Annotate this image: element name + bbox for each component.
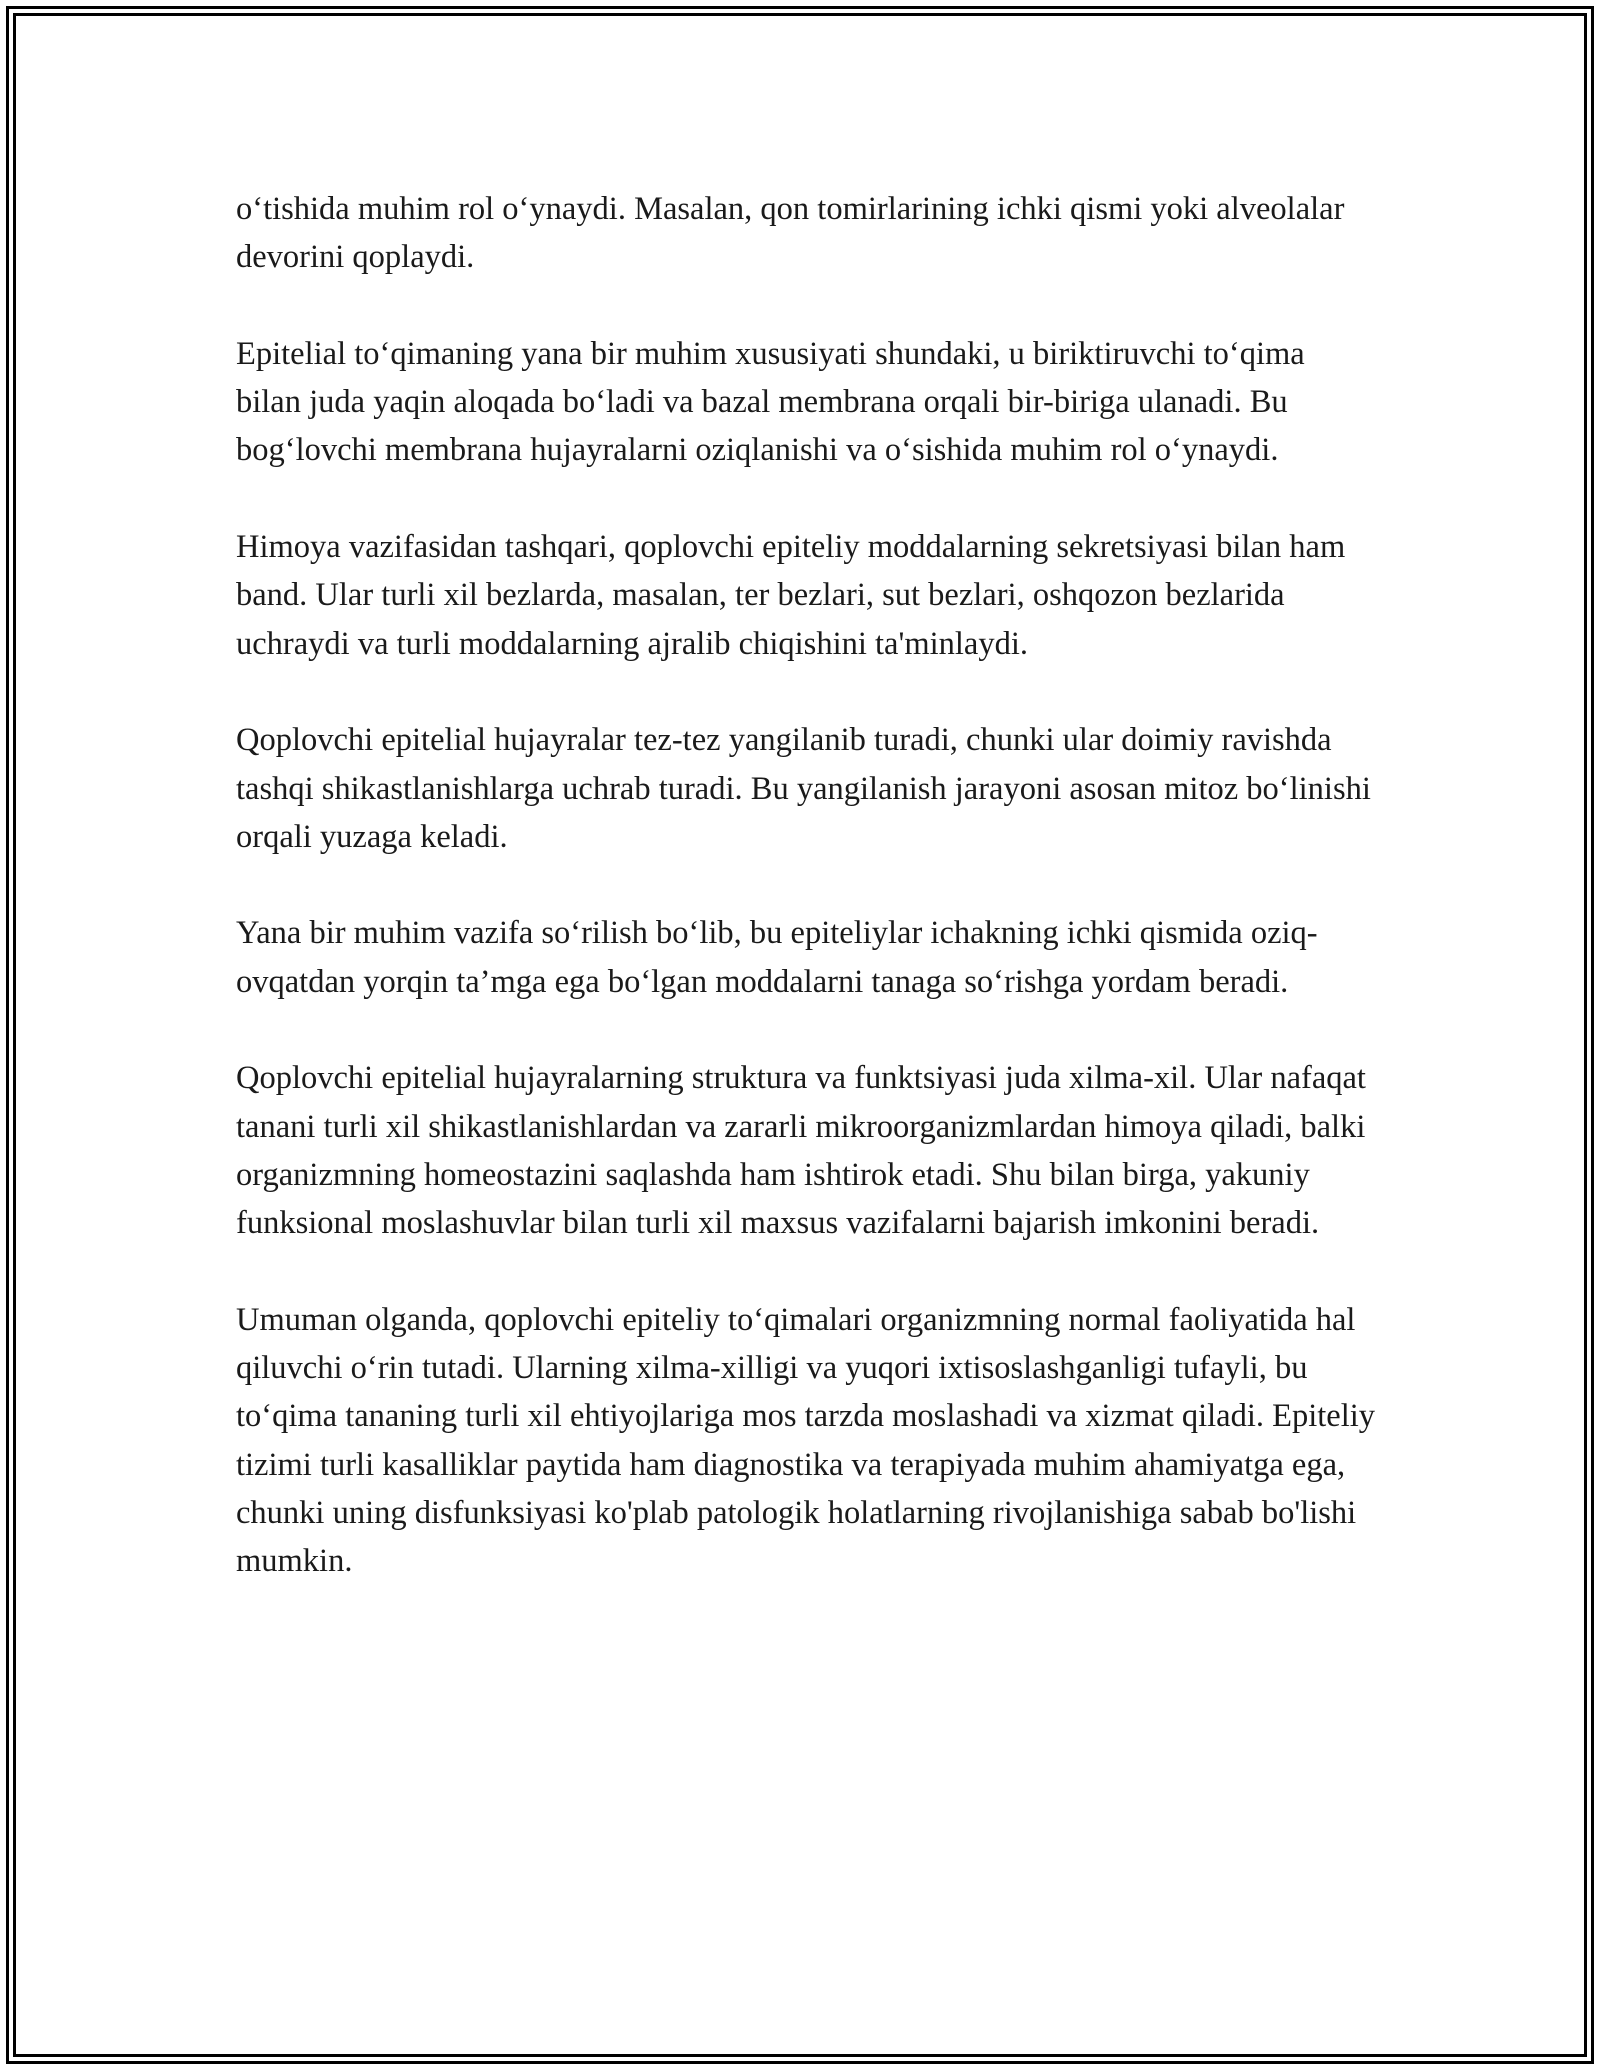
document-body	[236, 185, 1376, 1634]
paragraph: Epitelial to‘qimaning yana bir muhim xususiyati shundaki, u biriktiruvchi to‘qima bilan juda yaqin aloqada bo‘ladi va bazal membrana orqali bir-biriga ulanadi. Bu bog‘lovchi membrana hujayralarni oziqlanishi va o‘sishida muhim rol o‘ynaydi.	[236, 335, 1305, 469]
paragraph: Qoplovchi epitelial hujayralar tez-tez yangilanib turadi, chunki ular doimiy ravishda tashqi shikastlanishlarga uchrab turadi. Bu yangilanish jarayoni asosan mitoz bo‘linishi orqali yuzaga keladi.	[236, 722, 1371, 855]
paragraph: Yana bir muhim vazifa so‘rilish bo‘lib, bu epiteliylar ichakning ichki qismida oziq-ovqatdan yorqin ta’mga ega bo‘lgan moddalarni tanaga so‘rishga yordam beradi.	[236, 915, 1318, 1000]
paragraph: Himoya vazifasidan tashqari, qoplovchi epiteliy moddalarning sekretsiyasi bilan ham band. Ular turli xil bezlarda, masalan, ter bezlari, sut bezlari, oshqozon bezlarida uchraydi va turli moddalarning ajralib chiqishini ta'minlaydi.	[236, 529, 1346, 662]
paragraph: Qoplovchi epitelial hujayralarning struktura va funktsiyasi juda xilma-xil. Ular nafaqat tanani turli xil shikastlanishlardan va zararli mikroorganizmlardan himoya qiladi, balki organizmning homeostazini saqlashda ham ishtirok etadi. Shu bilan birga, yakuniy funksional moslashuvlar bilan turli xil maxsus vazifalarni bajarish imkonini beradi.	[236, 1060, 1366, 1242]
paragraph: o‘tishida muhim rol o‘ynaydi. Masalan, qon tomirlarining ichki qismi yoki alveolalar devorini qoplaydi.	[236, 191, 1345, 276]
paragraph: Umuman olganda, qoplovchi epiteliy to‘qimalari organizmning normal faoliyatida hal qiluvchi o‘rin tutadi. Ularning xilma-xilligi va yuqori ixtisoslashganligi tufayli, bu to‘qima tananing turli xil ehtiyojlariga mos tarzda moslashadi va xizmat qiladi. Epiteliy tizimi turli kasalliklar paytida ham diagnostika va terapiyada muhim ahamiyatga ega, chunki uning disfunksiyasi ko'plab patologik holatlarning rivojlanishiga sabab bo'lishi mumkin.	[236, 1301, 1376, 1580]
